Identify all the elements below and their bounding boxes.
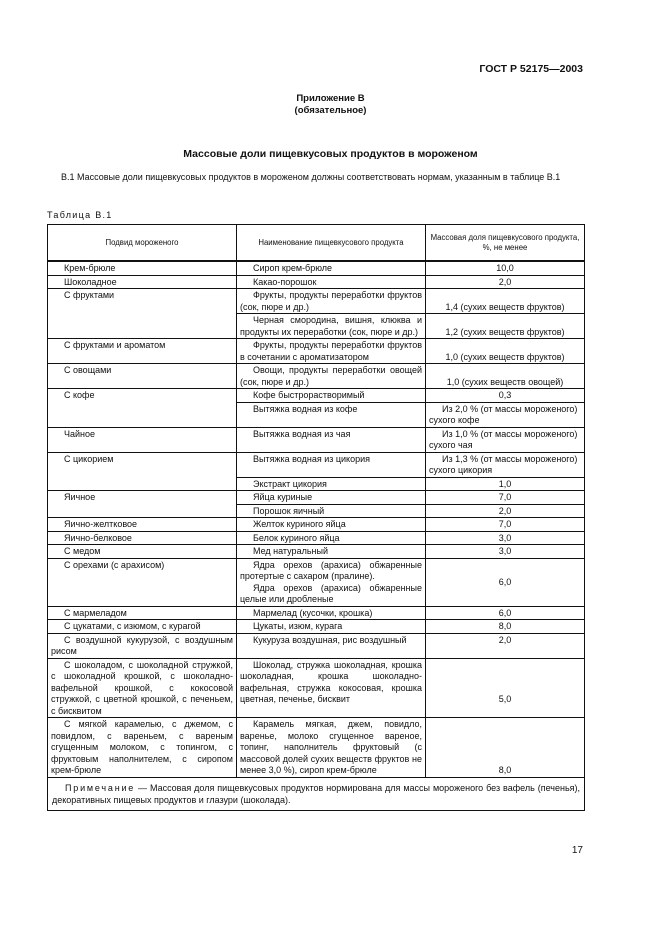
cell-type: С фруктами и ароматом [48,339,237,364]
cell-value: 1,0 (сухих веществ овощей) [426,364,585,389]
cell-value: 1,4 (сухих веществ фруктов) [426,289,585,314]
cell-type: С цикорием [48,452,237,491]
cell-value: 3,0 [426,545,585,559]
table-row [48,718,585,778]
cell-product: Овощи, продукты переработки овощей (сок, пюре и др.) [237,364,426,389]
table-row [48,620,585,634]
table-row [48,531,585,545]
table-note-row [48,777,585,810]
cell-type: С цукатами, с изюмом, с курагой [48,620,237,634]
col-header-value: Массовая доля пищевкусового продукта, %, не менее [426,225,585,262]
cell-product: Кукуруза воздушная, рис воздушный [237,633,426,658]
cell-value: 8,0 [426,620,585,634]
table-row [48,389,585,403]
section-heading: Массовые доли пищевкусовых продуктов в мороженом [183,148,478,160]
cell-value: Из 2,0 % (от массы мороженого) сухого кофе [426,402,585,427]
table-row [48,558,585,606]
cell-product: Фрукты, продукты переработки фруктов (сок, пюре и др.) [237,289,426,314]
col-header-type: Подвид мороженого [48,225,237,262]
cell-type: С овощами [48,364,237,389]
cell-value: Из 1,3 % (от массы мороженого) сухого цикория [426,452,585,477]
cell-product: Желток куриного яйца [237,518,426,532]
cell-type: Крем-брюле [48,261,237,275]
cell-value: 2,0 [426,275,585,289]
cell-type: С воздушной кукурузой, с воздушным рисом [48,633,237,658]
cell-product: Мармелад (кусочки, крошка) [237,606,426,620]
cell-value: 6,0 [426,558,585,606]
cell-type: С мягкой карамелью, с джемом, с повидлом, с вареньем, с вареным сгущенным молоком, с топингом, с фруктовым наполнителем, с сиропом крем-брюле [48,718,237,778]
appendix-title: Приложение В [296,93,365,104]
cell-type: Яично-желтковое [48,518,237,532]
cell-type: Шоколадное [48,275,237,289]
table-row [48,275,585,289]
table-row [48,633,585,658]
table-row [48,452,585,477]
cell-value: 0,3 [426,389,585,403]
table-row [48,491,585,505]
ingredients-table [47,224,585,811]
intro-paragraph: В.1 Массовые доли пищевкусовых продуктов в мороженом должны соответствовать нормам, указанным в таблице В.1 [61,172,561,182]
cell-type: Чайное [48,427,237,452]
table-note [48,777,585,810]
table-row [48,606,585,620]
cell-product-line: Ядра орехов (арахиса) обжаренные протертые с сахаром (пралине). [240,559,422,581]
table-row [48,658,585,718]
cell-product: Вытяжка водная из кофе [237,402,426,427]
cell-value: 7,0 [426,518,585,532]
cell-value: 3,0 [426,531,585,545]
cell-type: С мармеладом [48,606,237,620]
cell-type: С кофе [48,389,237,428]
cell-product: Экстракт цикория [237,477,426,491]
appendix-status: (обязательное) [294,105,367,116]
table-row [48,427,585,452]
table-header-row [48,225,585,262]
cell-product: Карамель мягкая, джем, повидло, варенье, молоко сгущенное вареное, топинг, наполнитель фруктовый (с массовой долей сухих веществ фруктов не менее 3,0 %), сироп крем-брюле [237,718,426,778]
cell-value: 1,0 (сухих веществ фруктов) [426,339,585,364]
cell-type: С медом [48,545,237,559]
cell-type: Яично-белковое [48,531,237,545]
cell-value: 7,0 [426,491,585,505]
page-number: 17 [571,845,583,856]
cell-value: Из 1,0 % (от массы мороженого) сухого чая [426,427,585,452]
cell-value: 2,0 [426,633,585,658]
table-row [48,545,585,559]
cell-product: Яйца куриные [237,491,426,505]
cell-product: Вытяжка водная из цикория [237,452,426,477]
cell-product [237,558,426,606]
col-header-product: Наименование пищевкусового продукта [237,225,426,262]
cell-type: С фруктами [48,289,237,339]
table-caption: Таблица В.1 [47,210,113,220]
cell-product: Вытяжка водная из чая [237,427,426,452]
cell-value: 2,0 [426,504,585,518]
cell-value: 6,0 [426,606,585,620]
cell-product: Порошок яичный [237,504,426,518]
cell-type: С шоколадом, с шоколадной стружкой, с шоколадной крошкой, с шоколадно-вафельной крошкой, с кокосовой стружкой, с цветной крошкой, с печеньем, с бисквитом [48,658,237,718]
cell-product: Шоколад, стружка шоколадная, крошка шоколадная, крошка шоколадно-вафельная, стружка кокосовая, крошка цветная, печенье, бисквит [237,658,426,718]
cell-value: 5,0 [426,658,585,718]
cell-product: Какао-порошок [237,275,426,289]
cell-product: Черная смородина, вишня, клюква и продукты их переработки (сок, пюре и др.) [237,314,426,339]
table-row [48,339,585,364]
cell-value: 1,2 (сухих веществ фруктов) [426,314,585,339]
cell-product: Мед натуральный [237,545,426,559]
cell-value: 1,0 [426,477,585,491]
cell-product: Фрукты, продукты переработки фруктов в сочетании с ароматизатором [237,339,426,364]
appendix-heading [0,93,661,117]
cell-product: Сироп крем-брюле [237,261,426,275]
table-row [48,364,585,389]
standard-number: ГОСТ Р 52175—2003 [479,63,583,75]
cell-product: Цукаты, изюм, курага [237,620,426,634]
table-row [48,289,585,314]
cell-product: Белок куриного яйца [237,531,426,545]
cell-product: Кофе быстрорастворимый [237,389,426,403]
cell-type: С орехами (с арахисом) [48,558,237,606]
cell-value: 8,0 [426,718,585,778]
table-row [48,261,585,275]
cell-value: 10,0 [426,261,585,275]
note-title: Примечание [65,782,136,793]
cell-product-line: Ядра орехов (арахиса) обжаренные целые или дробленые [240,582,422,604]
table-row [48,518,585,532]
cell-type: Яичное [48,491,237,518]
note-text: — Массовая доля пищевкусовых продуктов нормирована для массы мороженого без вафель (печенья), декоративных пищевых продуктов и глазури (шоколада). [52,782,580,805]
